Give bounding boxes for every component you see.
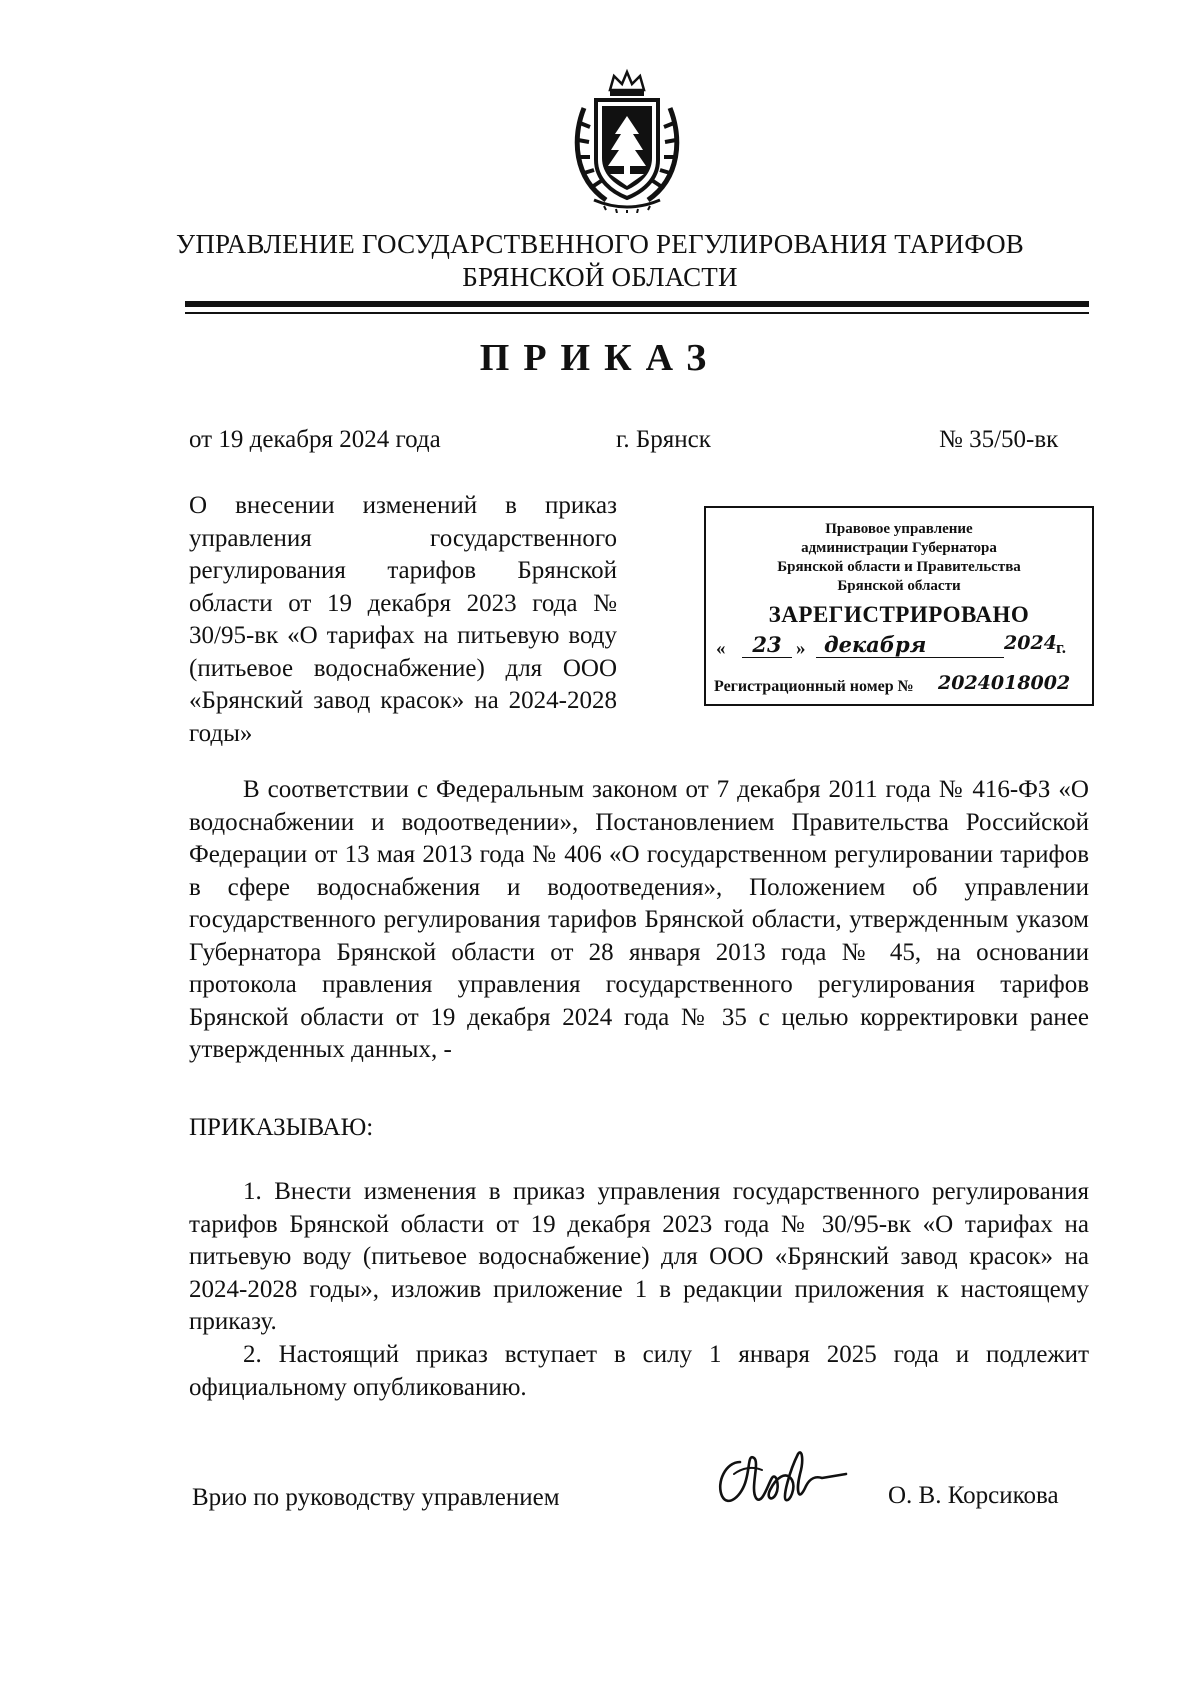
stamp-year: 2024: [1004, 632, 1057, 654]
stamp-line-3: Брянской области и Правительства: [777, 559, 1021, 575]
coat-of-arms-icon: [566, 68, 688, 213]
registration-stamp: [704, 506, 1094, 706]
document-date: от 19 декабря 2024 года: [189, 426, 441, 453]
stamp-registered: ЗАРЕГИСТРИРОВАНО: [768, 602, 1030, 627]
order-item-2: 2. Настоящий приказ вступает в силу 1 января 2025 года и подлежит официальному опубликованию.: [189, 1341, 1089, 1401]
stamp-line-1: Правовое управление: [825, 521, 973, 537]
stamp-reg-row: [706, 672, 1092, 702]
stamp-month: декабря: [816, 632, 1004, 658]
stamp-day: 23: [742, 632, 792, 658]
document-number: № 35/50-вк: [939, 426, 1059, 453]
preamble-paragraph: В соответствии с Федеральным законом от 7 декабря 2011 года № 416-ФЗ «О водоснабжении и водоотведении», Постановлением Правительства Российской Федерации от 13 мая 2013 года № 406 «О государственном регулировании тарифов в сфере водоснабжения и водоотведения», Положением об управлении государственного регулирования тарифов Брянской области, утвержденным указом Губернатора Брянской области от 28 января 2013 года № 45, на основании протокола правления управления государственного регулирования тарифов Брянской области от 19 декабря 2024 года № 35 с целью корректировки ранее утвержденных данных, -: [189, 776, 1089, 1063]
signer-name: О. В. Корсикова: [888, 1482, 1059, 1509]
document-title: ПРИКАЗ: [479, 337, 721, 379]
signer-role: Врио по руководству управлением: [192, 1484, 560, 1511]
order-item-1: 1. Внести изменения в приказ управления государственного регулирования тарифов Брянской области от 19 декабря 2023 года № 30/95-вк «О тарифах на питьевую воду (питьевое водоснабжение) для ООО «Брянский завод красок» на 2024-2028 годы», изложив приложение 1 в редакции приложения к настоящему приказу.: [189, 1178, 1089, 1335]
document-subject: О внесении изменений в приказ управления государственного регулирования тарифов Брянской области от 19 декабря 2023 года № 30/95-вк «О тарифах на питьевую воду (питьевое водоснабжение) для ООО «Брянский завод красок» на 2024-2028 годы»: [189, 492, 617, 747]
stamp-year-suffix: г.: [1056, 638, 1067, 657]
document-city: г. Брянск: [616, 426, 711, 453]
stamp-reg-label: Регистрационный номер №: [714, 678, 914, 695]
handwritten-signature: [706, 1440, 856, 1518]
stamp-reg-number: 2024018002: [938, 672, 1071, 694]
org-name-line2: БРЯНСКОЙ ОБЛАСТИ: [462, 262, 738, 292]
order-word: ПРИКАЗЫВАЮ:: [189, 1114, 374, 1141]
stamp-date-row: « 23 » декабря 2024 г.: [716, 632, 1067, 659]
org-name-line1: УПРАВЛЕНИЕ ГОСУДАРСТВЕННОГО РЕГУЛИРОВАНИЯ ТАРИФОВ: [176, 229, 1024, 259]
header-divider-thin: [185, 312, 1089, 314]
header-divider-thick: [185, 301, 1089, 307]
stamp-line-2: администрации Губернатора: [801, 540, 997, 556]
stamp-line-4: Брянской области: [837, 578, 961, 594]
